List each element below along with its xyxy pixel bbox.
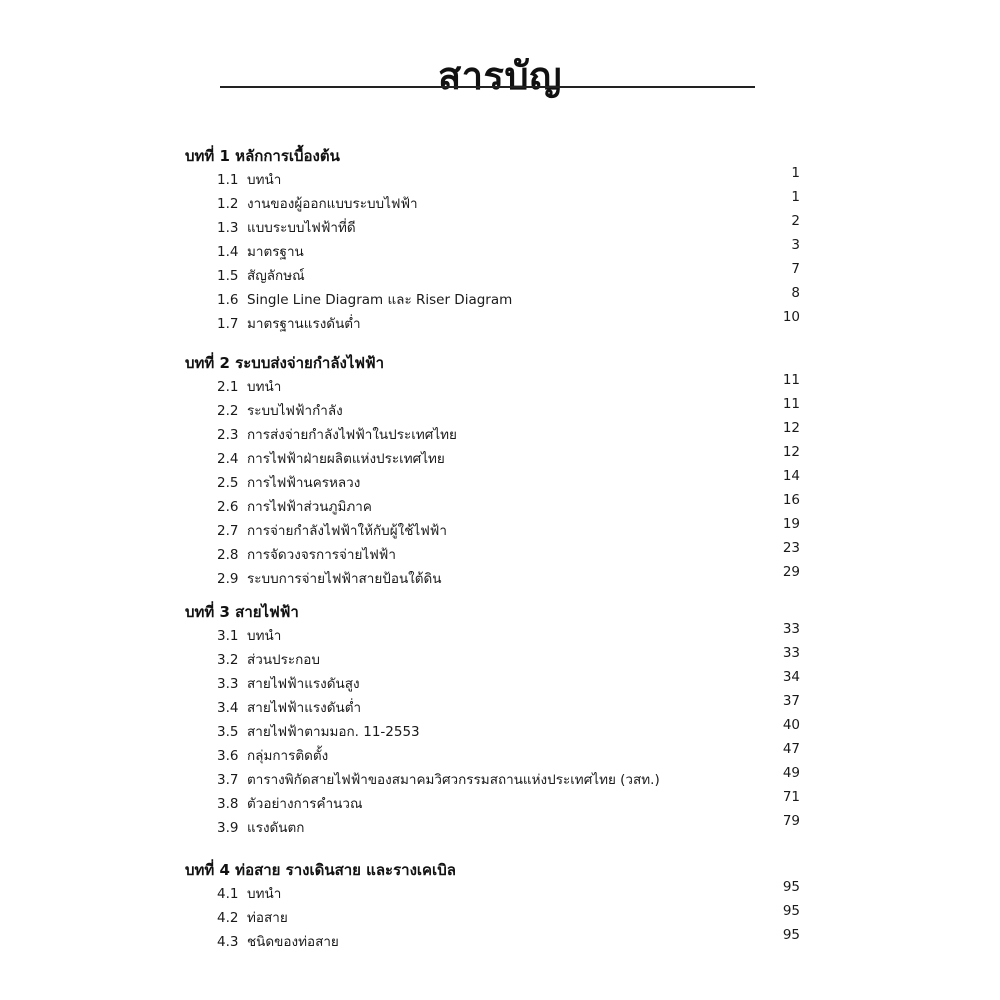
toc-entry [217,813,800,838]
entry-number: 1.1 [217,172,239,188]
toc-entry [217,444,800,469]
toc-entry [217,765,800,790]
entry-page-number: 23 [782,540,800,556]
toc-entry [217,261,800,286]
entry-number: 3.6 [217,748,239,764]
entry-page-number: 2 [791,213,800,229]
entry-number: 3.9 [217,820,239,836]
entry-page-number: 1 [791,189,800,205]
entry-page-number: 10 [782,309,800,325]
toc-entry [217,693,800,718]
entry-number: 3.4 [217,700,239,716]
entry-title: บทนำ [247,628,282,644]
chapter-heading: บทที่ 2 ระบบส่งจ่ายกำลังไฟฟ้า [185,354,385,372]
entry-title: สายไฟฟ้าแรงดันต่ำ [247,700,362,716]
entry-page-number: 16 [782,492,800,508]
entry-page-number: 11 [782,396,800,412]
entry-title: ระบบไฟฟ้ากำลัง [247,403,343,419]
entry-number: 2.5 [217,475,239,491]
toc-entry [217,165,800,190]
entry-number: 3.5 [217,724,239,740]
toc-entry [217,903,800,928]
entry-page-number: 19 [782,516,800,532]
entry-page-number: 7 [791,261,800,277]
entry-title: การไฟฟ้าส่วนภูมิภาค [247,499,372,515]
entry-title: การไฟฟ้าฝ่ายผลิตแห่งประเทศไทย [247,451,445,467]
entry-title: ตารางพิกัดสายไฟฟ้าของสมาคมวิศวกรรมสถานแห่งประเทศไทย (วสท.) [247,772,660,788]
toc-entry [217,621,800,646]
toc-entry [217,516,800,541]
entry-title: สายไฟฟ้าแรงดันสูง [247,676,360,692]
entry-number: 2.1 [217,379,239,395]
entry-title: ตัวอย่างการคำนวณ [247,796,363,812]
entry-page-number: 14 [782,468,800,484]
entry-title: ชนิดของท่อสาย [247,934,339,950]
entry-page-number: 12 [782,444,800,460]
entry-number: 2.9 [217,571,239,587]
entry-title: การส่งจ่ายกำลังไฟฟ้าในประเทศไทย [247,427,457,443]
entry-number: 1.4 [217,244,239,260]
chapter-heading: บทที่ 3 สายไฟฟ้า [185,603,299,621]
entry-number: 3.7 [217,772,239,788]
entry-number: 2.8 [217,547,239,563]
entry-page-number: 8 [791,285,800,301]
entry-title: บทนำ [247,172,282,188]
entry-number: 4.3 [217,934,239,950]
entry-number: 4.1 [217,886,239,902]
entry-number: 2.2 [217,403,239,419]
entry-page-number: 79 [782,813,800,829]
toc-entry [217,468,800,493]
entry-number: 3.3 [217,676,239,692]
entry-page-number: 34 [782,669,800,685]
entry-page-number: 47 [782,741,800,757]
entry-title: สายไฟฟ้าตามมอก. 11-2553 [247,724,420,740]
entry-page-number: 1 [791,165,800,181]
page-title: สารบัญ [438,54,562,98]
toc-entry [217,372,800,397]
toc-entry [217,189,800,214]
toc-entry [217,564,800,589]
entry-number: 1.6 [217,292,239,308]
entry-number: 4.2 [217,910,239,926]
entry-title: ระบบการจ่ายไฟฟ้าสายป้อนใต้ดิน [247,571,442,587]
toc-entry [217,927,800,952]
entry-page-number: 95 [782,903,800,919]
entry-title: กลุ่มการติดตั้ง [247,748,329,764]
entry-title: แรงดันตก [247,820,305,836]
entry-title: การจ่ายกำลังไฟฟ้าให้กับผู้ใช้ไฟฟ้า [247,523,447,539]
entry-page-number: 40 [782,717,800,733]
toc-entry [217,789,800,814]
entry-number: 1.2 [217,196,239,212]
entry-page-number: 37 [782,693,800,709]
toc-entry [217,645,800,670]
toc-entry [217,879,800,904]
toc-entry [217,717,800,742]
entry-page-number: 95 [782,927,800,943]
toc-entry [217,420,800,445]
toc-entry [217,309,800,334]
toc-entry [217,741,800,766]
entry-number: 1.7 [217,316,239,332]
entry-page-number: 95 [782,879,800,895]
entry-title: งานของผู้ออกแบบระบบไฟฟ้า [247,196,418,212]
entry-number: 2.4 [217,451,239,467]
entry-page-number: 49 [782,765,800,781]
entry-title: Single Line Diagram และ Riser Diagram [247,292,513,308]
entry-title: การจัดวงจรการจ่ายไฟฟ้า [247,547,396,563]
entry-page-number: 71 [782,789,800,805]
entry-page-number: 33 [782,645,800,661]
toc-entry [217,213,800,238]
entry-title: สัญลักษณ์ [247,268,305,284]
entry-number: 1.5 [217,268,239,284]
entry-page-number: 33 [782,621,800,637]
entry-number: 3.8 [217,796,239,812]
entry-title: มาตรฐานแรงดันต่ำ [247,316,361,332]
entry-page-number: 11 [782,372,800,388]
entry-title: ท่อสาย [247,910,288,926]
entry-number: 2.6 [217,499,239,515]
entry-number: 3.2 [217,652,239,668]
entry-number: 2.3 [217,427,239,443]
entry-title: บทนำ [247,379,282,395]
toc-entry [217,396,800,421]
entry-page-number: 29 [782,564,800,580]
chapter-heading: บทที่ 1 หลักการเบื้องต้น [185,147,340,165]
entry-number: 2.7 [217,523,239,539]
entry-page-number: 12 [782,420,800,436]
toc-entry [217,492,800,517]
entry-title: ส่วนประกอบ [247,652,320,668]
chapter-heading: บทที่ 4 ท่อสาย รางเดินสาย และรางเคเบิล [185,861,456,879]
entry-title: บทนำ [247,886,282,902]
entry-page-number: 3 [791,237,800,253]
toc-entry [217,237,800,262]
entry-title: แบบระบบไฟฟ้าที่ดี [247,220,356,236]
entry-title: มาตรฐาน [247,244,304,260]
entry-title: การไฟฟ้านครหลวง [247,475,361,491]
toc-entry [217,669,800,694]
entry-number: 1.3 [217,220,239,236]
entry-number: 3.1 [217,628,239,644]
toc-entry [217,540,800,565]
toc-entry [217,285,800,310]
